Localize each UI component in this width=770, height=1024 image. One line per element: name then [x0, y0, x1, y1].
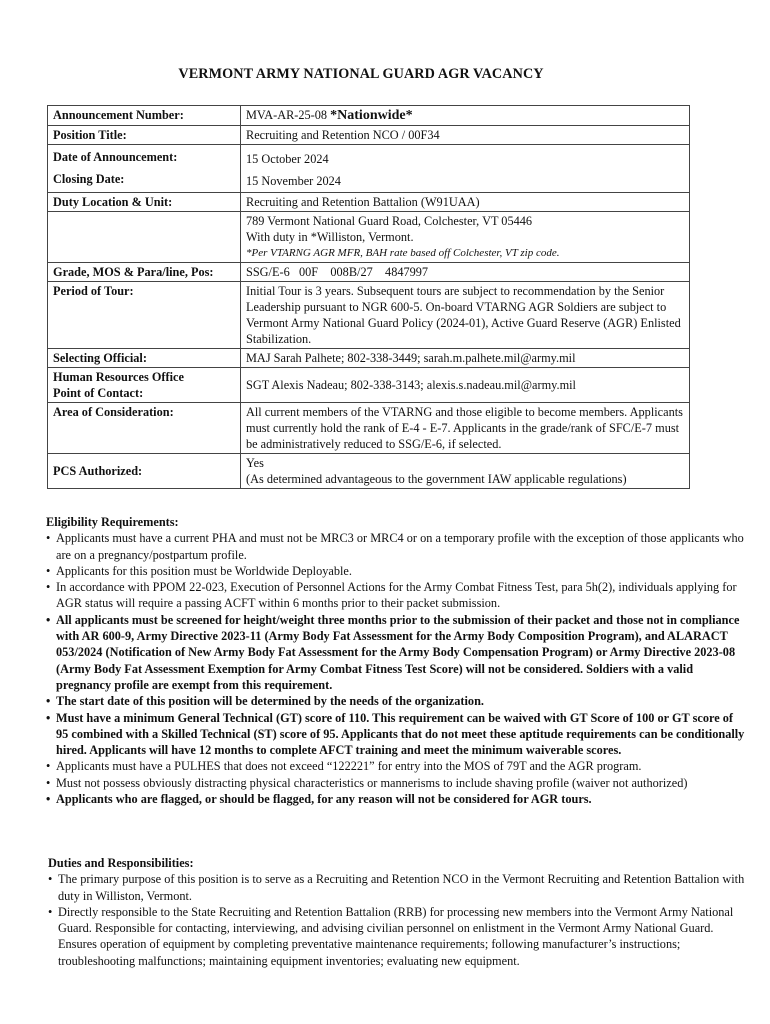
row-position: [48, 126, 690, 145]
area-label: Area of Consideration:: [48, 403, 241, 454]
bullet-icon: •: [46, 612, 51, 627]
eligibility-item: • All applicants must be screened for height/weight three months prior to the submission of their packet and those not in compliance with AR 600-9, Army Directive 2023-11 (Army Body Fat Assessment for the Army Body Composition Program), and ALARACT 053/2024 (Notification of New Army Body Fat Assessment for the Army Body Compensation Program) or Army Directive 2023-08 (Army Body Fat Assessment Exemption for Army Combat Fitness Test Score) will not be considered. Soldiers with a valid pregnancy profile are exempt from this requirement.: [46, 612, 740, 692]
duty-address-blank: [48, 212, 241, 263]
eligibility-item: • Must not possess obviously distracting physical characteristics or mannerisms to include shaving profile (waiver not authorized): [46, 775, 688, 790]
bullet-icon: •: [46, 531, 51, 546]
bullet-icon: •: [46, 580, 51, 595]
eligibility-item: • Applicants for this position must be Worldwide Deployable.: [46, 563, 352, 578]
nationwide-tag: *Nationwide*: [330, 108, 413, 123]
bullet-icon: •: [48, 872, 53, 887]
announcement-value: [241, 106, 690, 126]
row-duty-address: [48, 212, 690, 263]
row-area: [48, 403, 690, 454]
date-label: Date of Announcement:: [53, 150, 178, 164]
row-selecting: [48, 349, 690, 368]
hr-value: SGT Alexis Nadeau; 802-338-3143; alexis.s.nadeau.mil@army.mil: [241, 368, 690, 403]
bullet-icon: •: [46, 792, 51, 807]
row-dates: [48, 145, 690, 193]
bullet-icon: •: [48, 904, 53, 919]
eligibility-section: [46, 514, 746, 807]
pcs-value-line2: (As determined advantageous to the government IAW applicable regulations): [246, 472, 627, 486]
announcement-number: MVA-AR-25-08: [246, 108, 328, 122]
row-announcement: [48, 106, 690, 126]
vacancy-info-table: [47, 105, 690, 489]
grade-value: SSG/E-6 00F 008B/27 4847997: [241, 263, 690, 282]
duties-heading: Duties and Responsibilities:: [48, 856, 194, 870]
eligibility-item: • Applicants must have a current PHA and must not be MRC3 or MRC4 or on a temporary profile with the exception of those applicants who are on a pregnancy/postpartum profile.: [46, 531, 744, 562]
hr-label-line2: Point of Contact:: [53, 386, 144, 400]
eligibility-list: [46, 530, 746, 807]
period-label: Period of Tour:: [48, 282, 241, 349]
eligibility-item: • The start date of this position will be determined by the needs of the organization.: [46, 694, 484, 709]
bullet-icon: •: [46, 759, 51, 774]
selecting-label: Selecting Official:: [48, 349, 241, 368]
duty-item: • Directly responsible to the State Recruiting and Retention Battalion (RRB) for processing new members into the Vermont Army National Guard. Responsible for contacting, interviewing, and advising civilian personnel on enlistment in the Vermont Army National Guard. Ensures operation of equipment by completing preventative maintenance requirements; following manufacturer’s instructions; troubleshooting malfunctions; maintaining equipment inventories; evaluating new equipment.: [48, 904, 734, 968]
pcs-label: PCS Authorized:: [48, 454, 241, 489]
row-period: [48, 282, 690, 349]
document-title: VERMONT ARMY NATIONAL GUARD AGR VACANCY: [178, 66, 544, 82]
row-duty: [48, 193, 690, 212]
duty-address-cell: [241, 212, 690, 263]
closing-value: 15 November 2024: [246, 174, 341, 188]
eligibility-item: • Applicants who are flagged, or should be flagged, for any reason will not be considered for AGR tours.: [46, 792, 592, 807]
duty-line1: Recruiting and Retention Battalion (W91UAA): [241, 193, 690, 212]
duty-note: *Per VTARNG AGR MFR, BAH rate based off Colchester, VT zip code.: [246, 247, 560, 259]
period-value: Initial Tour is 3 years. Subsequent tours are subject to recommendation by the Senior Leadership pursuant to NGR 600-5. On-board VTARNG AGR Soldiers are subject to Vermont Army National Guard Policy (2024-01), Active Guard Reserve (AGR) Enlisted Stabilization.: [241, 282, 690, 349]
position-value: Recruiting and Retention NCO / 00F34: [241, 126, 690, 145]
eligibility-heading: Eligibility Requirements:: [46, 515, 179, 529]
duty-item: • The primary purpose of this position is to serve as a Recruiting and Retention NCO in the Vermont Recruiting and Retention Battalion with duty in Williston, Vermont.: [48, 872, 745, 903]
announcement-label: Announcement Number:: [48, 106, 241, 126]
hr-label-cell: [48, 368, 241, 403]
duties-section: [48, 855, 748, 969]
dates-value-cell: [241, 145, 690, 193]
pcs-value-cell: [241, 454, 690, 489]
selecting-value: MAJ Sarah Palhete; 802-338-3449; sarah.m.palhete.mil@army.mil: [241, 349, 690, 368]
eligibility-item: • Applicants must have a PULHES that does not exceed “122221” for entry into the MOS of 79T and the AGR program.: [46, 759, 642, 774]
eligibility-item: • In accordance with PPOM 22-023, Execution of Personnel Actions for the Army Combat Fitness Test, para 5h(2), individuals applying for AGR status will require a passing ACFT within 6 months prior to their packet submission.: [46, 580, 737, 611]
grade-label: Grade, MOS & Para/line, Pos:: [48, 263, 241, 282]
duties-list: [48, 871, 748, 969]
position-label: Position Title:: [48, 126, 241, 145]
row-hr: [48, 368, 690, 403]
bullet-icon: •: [46, 694, 51, 709]
eligibility-item: • Must have a minimum General Technical (GT) score of 110. This requirement can be waived with GT Score of 100 or GT score of 95 combined with a Skilled Technical (ST) score of 95. Applicants that do not meet these aptitude requirements can be conditionally hired. Applicants will have 12 months to complete AFCT training and meet the minimum waiverable scores.: [46, 710, 745, 758]
duty-line3: With duty in *Williston, Vermont.: [246, 230, 414, 244]
bullet-icon: •: [46, 710, 51, 725]
dates-label-cell: [48, 145, 241, 193]
date-value: 15 October 2024: [246, 152, 329, 166]
row-grade: [48, 263, 690, 282]
hr-label-line1: Human Resources Office: [53, 370, 184, 384]
duty-line2: 789 Vermont National Guard Road, Colchester, VT 05446: [246, 214, 533, 228]
closing-label: Closing Date:: [53, 172, 125, 186]
row-pcs: [48, 454, 690, 489]
duty-label: Duty Location & Unit:: [48, 193, 241, 212]
bullet-icon: •: [46, 563, 51, 578]
bullet-icon: •: [46, 775, 51, 790]
area-value: All current members of the VTARNG and those eligible to become members. Applicants must currently hold the rank of E-4 - E-7. Applicants in the grade/rank of SFC/E-7 must be administratively reduced to SSG/E-6, if selected.: [241, 403, 690, 454]
pcs-value-line1: Yes: [246, 456, 264, 470]
